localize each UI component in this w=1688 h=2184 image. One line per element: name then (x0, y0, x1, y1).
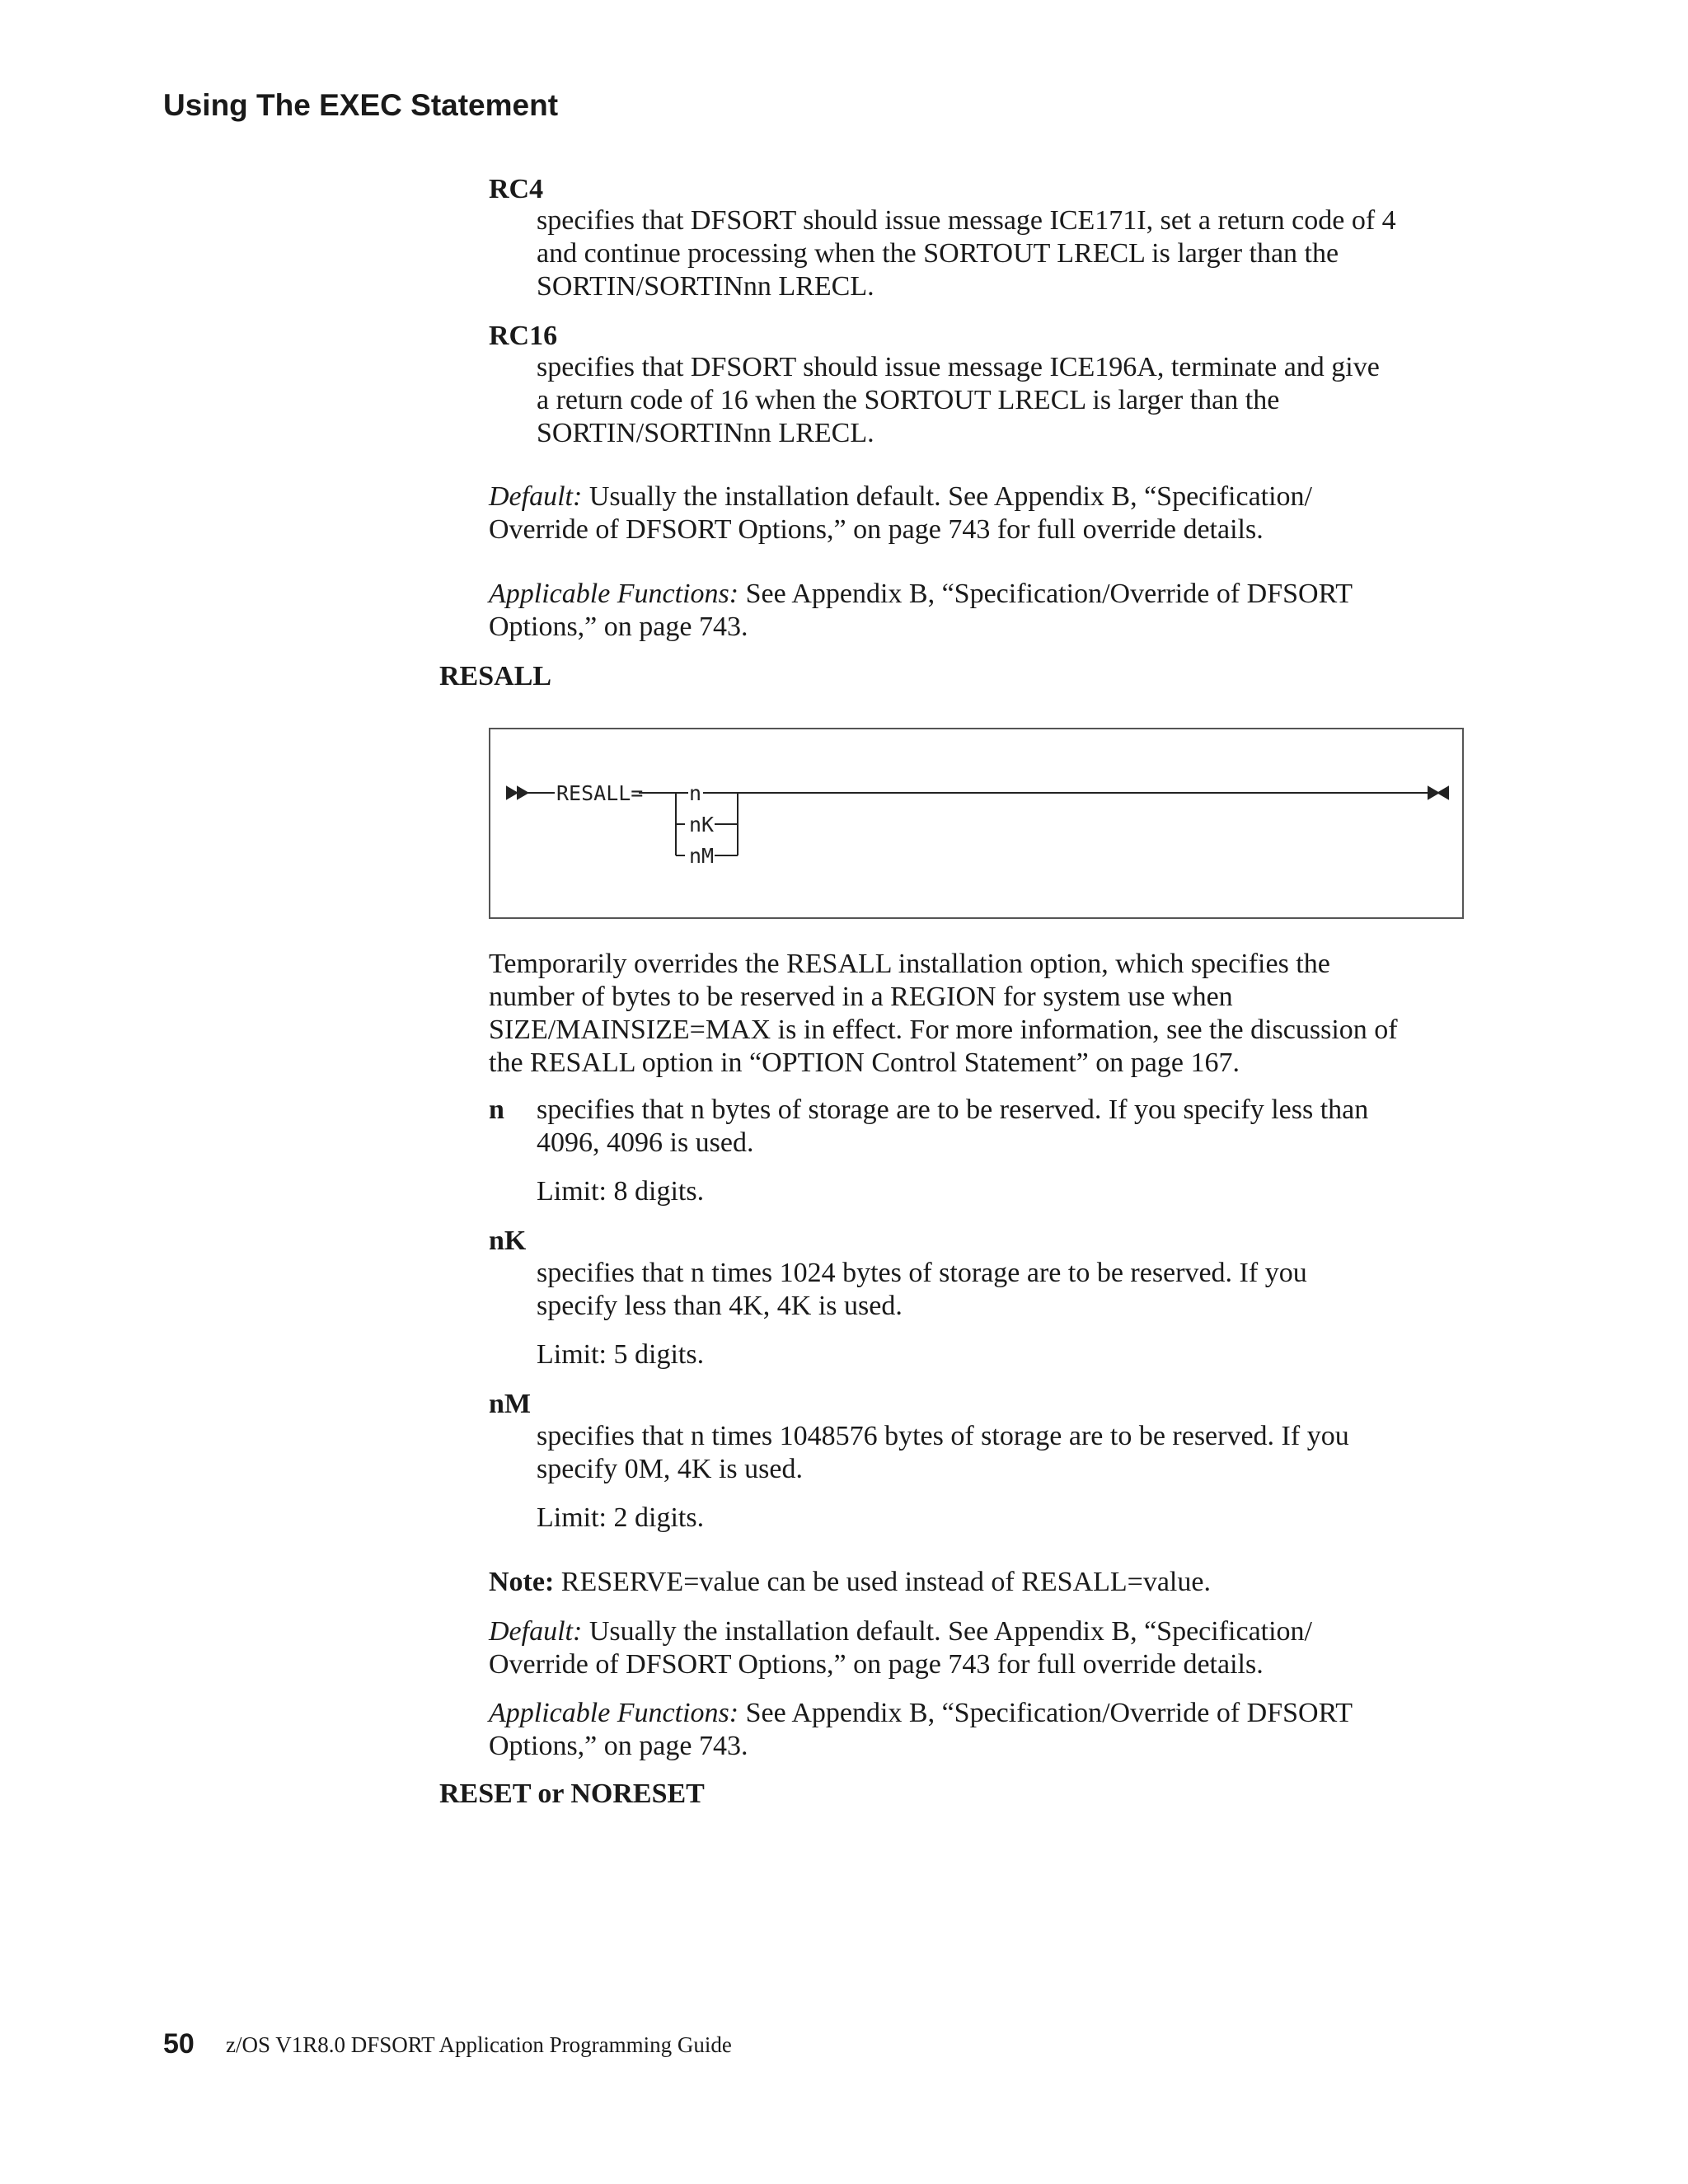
book-title: z/OS V1R8.0 DFSORT Application Programming Guide (226, 2032, 732, 2057)
term-rc16: RC16 (489, 321, 558, 351)
default-paragraph-1 (489, 480, 1470, 546)
applicable-paragraph-1 (489, 578, 1470, 644)
note-text: RESERVE=value can be used instead of RESALL=value. (554, 1567, 1211, 1597)
applicable-paragraph-2 (489, 1697, 1470, 1763)
note-paragraph (489, 1566, 1470, 1599)
applicable-text-1b: Options,” on page 743. (489, 612, 748, 642)
syntax-diagram-svg (490, 729, 1465, 921)
nm-line-2: specify 0M, 4K is used. (537, 1454, 803, 1484)
applicable-label-2: Applicable Functions: (489, 1698, 739, 1728)
syntax-keyword: RESALL= (556, 781, 644, 805)
nk-description (537, 1257, 1468, 1323)
default-text-1a: Usually the installation default. See Appendix B, “Specification/ (582, 481, 1313, 512)
term-rc4: RC4 (489, 174, 544, 204)
term-nm: nM (489, 1389, 531, 1419)
resall-description (489, 948, 1470, 1080)
default-text-2a: Usually the installation default. See Appendix B, “Specification/ (582, 1616, 1313, 1647)
resall-description-line-3: SIZE/MAINSIZE=MAX is in effect. For more information, see the discussion of (489, 1015, 1398, 1045)
syntax-option-n: n (689, 781, 702, 805)
resall-description-line-2: number of bytes to be reserved in a REGION for system use when (489, 982, 1233, 1012)
nm-line-1: specifies that n times 1048576 bytes of storage are to be reserved. If you (537, 1421, 1349, 1451)
n-limit: Limit: 8 digits. (537, 1176, 705, 1207)
n-line-2: 4096, 4096 is used. (537, 1127, 754, 1158)
reset-noreset-heading: RESET or NORESET (439, 1779, 705, 1809)
end-arrow-2 (1438, 787, 1448, 799)
rc16-line-3: SORTIN/SORTINnn LRECL. (537, 418, 874, 448)
rc4-line-1: specifies that DFSORT should issue message ICE171I, set a return code of 4 (537, 205, 1396, 236)
applicable-text-2a: See Appendix B, “Specification/Override of DFSORT (738, 1698, 1353, 1728)
resall-heading: RESALL (439, 661, 552, 691)
applicable-text-2b: Options,” on page 743. (489, 1731, 748, 1761)
running-head: Using The EXEC Statement (163, 88, 559, 122)
nk-line-2: specify less than 4K, 4K is used. (537, 1291, 903, 1321)
rc16-description (537, 351, 1468, 450)
rc16-line-1: specifies that DFSORT should issue message ICE196A, terminate and give (537, 352, 1380, 382)
resall-description-line-1: Temporarily overrides the RESALL installation option, which specifies the (489, 949, 1330, 979)
applicable-label-1: Applicable Functions: (489, 579, 739, 609)
syntax-option-nm: nM (689, 844, 715, 868)
nm-limit: Limit: 2 digits. (537, 1502, 705, 1533)
term-n: n (489, 1094, 504, 1125)
rc4-line-2: and continue processing when the SORTOUT LRECL is larger than the (537, 238, 1339, 269)
default-text-2b: Override of DFSORT Options,” on page 743 for full override details. (489, 1649, 1264, 1680)
start-arrow-2 (518, 787, 528, 799)
default-label-1: Default: (489, 481, 583, 512)
resall-syntax-diagram (489, 728, 1464, 919)
n-description (537, 1094, 1468, 1160)
nk-limit: Limit: 5 digits. (537, 1339, 705, 1370)
default-text-1b: Override of DFSORT Options,” on page 743 for full override details. (489, 514, 1264, 545)
applicable-text-1a: See Appendix B, “Specification/Override of DFSORT (738, 579, 1353, 609)
resall-description-line-4: the RESALL option in “OPTION Control Statement” on page 167. (489, 1047, 1240, 1078)
term-nk: nK (489, 1226, 527, 1256)
default-label-2: Default: (489, 1616, 583, 1647)
rc4-description (537, 204, 1468, 303)
nm-description (537, 1420, 1468, 1486)
rc16-line-2: a return code of 16 when the SORTOUT LRECL is larger than the (537, 385, 1280, 415)
rc4-line-3: SORTIN/SORTINnn LRECL. (537, 271, 874, 302)
default-paragraph-2 (489, 1615, 1470, 1681)
start-arrow-1 (507, 787, 517, 799)
n-line-1: specifies that n bytes of storage are to be reserved. If you specify less than (537, 1094, 1369, 1125)
note-label: Note: (489, 1567, 555, 1597)
page-number: 50 (163, 2028, 195, 2060)
syntax-option-nk: nK (689, 813, 715, 837)
nk-line-1: specifies that n times 1024 bytes of storage are to be reserved. If you (537, 1258, 1307, 1288)
